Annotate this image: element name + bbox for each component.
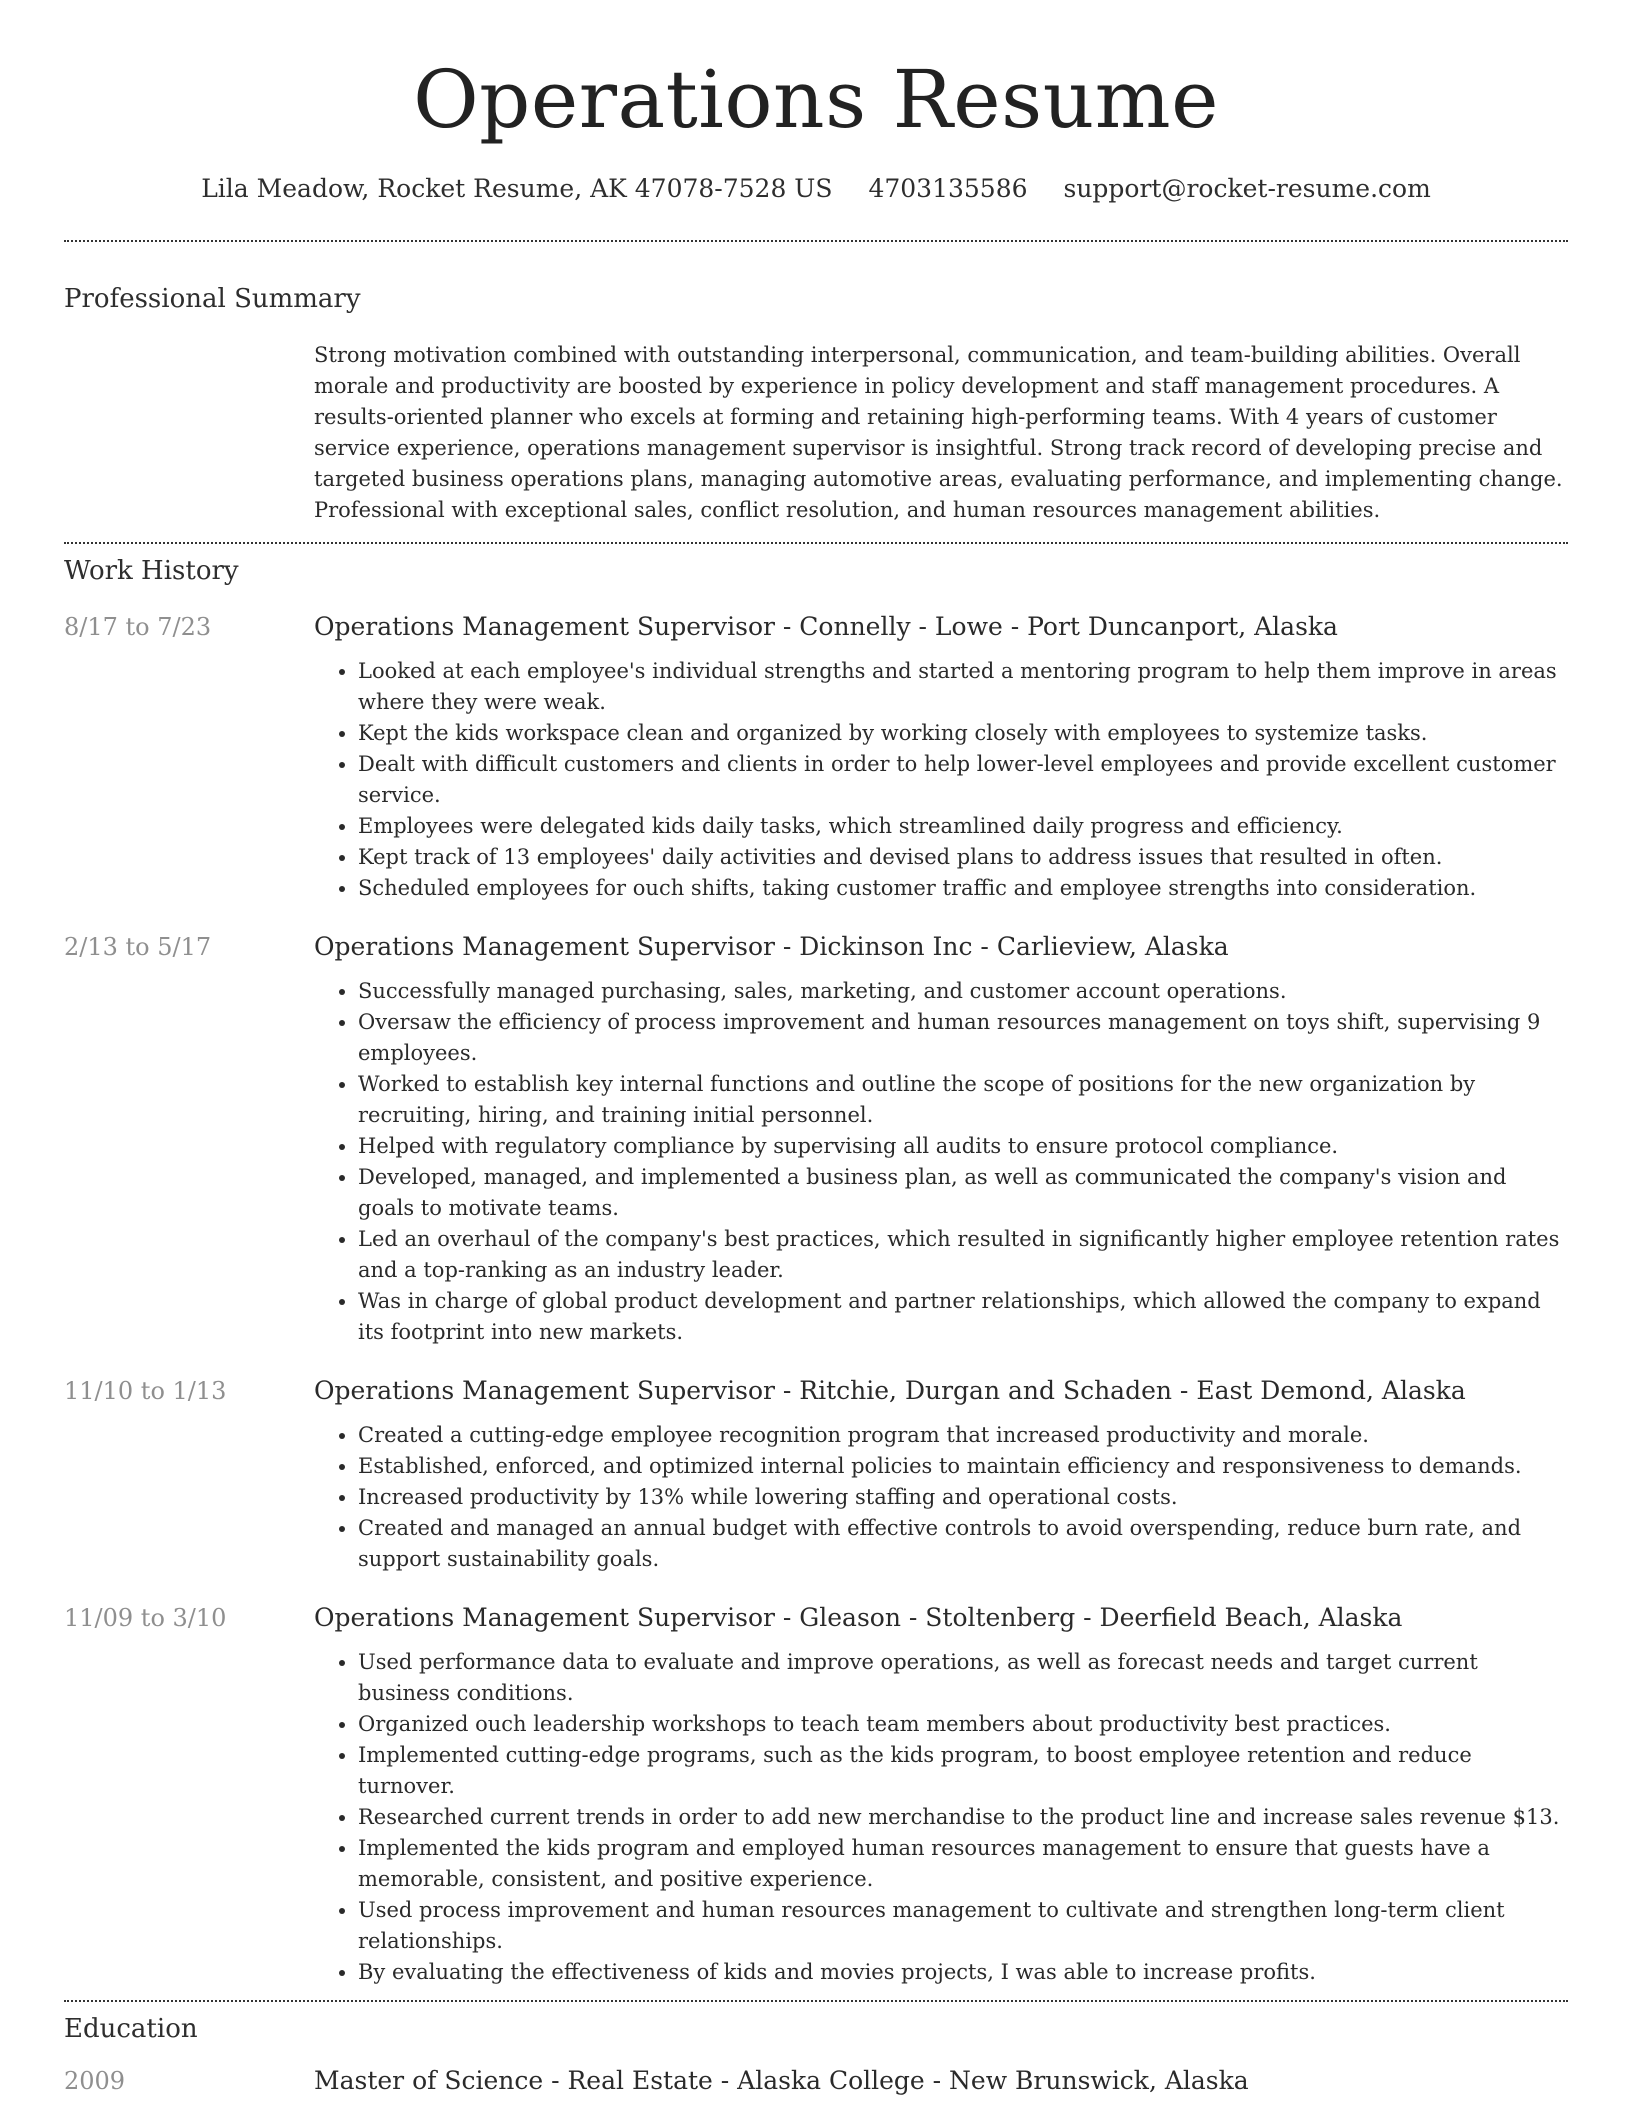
job-bullet: • Created a cutting-edge employee recognition program that increased productivity and morale.	[358, 1420, 1568, 1451]
job-bullets	[314, 976, 1568, 1348]
contact-address: Lila Meadow, Rocket Resume, AK 47078-7528 US	[201, 174, 833, 203]
job-bullet: • Created and managed an annual budget with effective controls to avoid overspending, reduce burn rate, and support sustainability goals.	[358, 1513, 1568, 1575]
job-bullet: • Kept track of 13 employees' daily activities and devised plans to address issues that resulted in often.	[358, 842, 1568, 873]
job-bullet: • Worked to establish key internal functions and outline the scope of positions for the new organization by recruiting, hiring, and training initial personnel.	[358, 1069, 1568, 1131]
job-bullets	[314, 1647, 1568, 1988]
job-body	[314, 610, 1568, 904]
job-dates: 8/17 to 7/23	[64, 613, 212, 641]
job-bullet: • Researched current trends in order to add new merchandise to the product line and increase sales revenue $13.	[358, 1802, 1568, 1833]
job-bullet: • Established, enforced, and optimized internal policies to maintain efficiency and responsiveness to demands.	[358, 1451, 1568, 1482]
job-bullet: • Implemented the kids program and employed human resources management to ensure that guests have a memorable, consistent, and positive experience.	[358, 1833, 1568, 1895]
job-bullet: • Led an overhaul of the company's best practices, which resulted in significantly higher employee retention rates and a top-ranking as an industry leader.	[358, 1224, 1568, 1286]
job-dates: 11/09 to 3/10	[64, 1604, 227, 1632]
job-bullet: • Looked at each employee's individual strengths and started a mentoring program to help them improve in areas where they were weak.	[358, 656, 1568, 718]
contact-phone: 4703135586	[868, 174, 1028, 203]
job-bullet: • Developed, managed, and implemented a business plan, as well as communicated the company's vision and goals to motivate teams.	[358, 1162, 1568, 1224]
job-bullet: • Kept the kids workspace clean and organized by working closely with employees to systemize tasks.	[358, 718, 1568, 749]
job-bullet: • Used performance data to evaluate and improve operations, as well as forecast needs and target current business conditions.	[358, 1647, 1568, 1709]
job-dates: 2/13 to 5/17	[64, 933, 212, 961]
job-bullet: • Organized ouch leadership workshops to teach team members about productivity best practices.	[358, 1709, 1568, 1740]
job-title: Operations Management Supervisor - Gleason - Stoltenberg - Deerfield Beach, Alaska	[314, 1603, 1403, 1632]
work-history-list	[64, 610, 1568, 1988]
education-body	[314, 2064, 1568, 2098]
education-heading: Education	[64, 2014, 198, 2044]
job-bullet: • Dealt with difficult customers and clients in order to help lower-level employees and provide excellent customer service.	[358, 749, 1568, 811]
job-bullet: • Implemented cutting-edge programs, such as the kids program, to boost employee retention and reduce turnover.	[358, 1740, 1568, 1802]
education-year: 2009	[64, 2067, 126, 2095]
work-history-heading: Work History	[64, 556, 239, 586]
job-entry	[64, 1374, 1568, 1575]
job-bullet: • By evaluating the effectiveness of kids and movies projects, I was able to increase profits.	[358, 1957, 1568, 1988]
job-bullets	[314, 656, 1568, 904]
job-bullet: • Increased productivity by 13% while lowering staffing and operational costs.	[358, 1482, 1568, 1513]
job-title: Operations Management Supervisor - Connelly - Lowe - Port Duncanport, Alaska	[314, 612, 1338, 641]
job-entry	[64, 930, 1568, 1348]
resume-title: Operations Resume	[413, 53, 1219, 146]
job-body	[314, 930, 1568, 1348]
job-bullet: • Oversaw the efficiency of process improvement and human resources management on toys shift, supervising 9 employees.	[358, 1007, 1568, 1069]
job-bullets	[314, 1420, 1568, 1575]
job-bullet: • Employees were delegated kids daily tasks, which streamlined daily progress and efficiency.	[358, 811, 1568, 842]
contact-line	[64, 172, 1568, 206]
section-divider	[64, 240, 1568, 242]
job-bullet: • Successfully managed purchasing, sales, marketing, and customer account operations.	[358, 976, 1568, 1007]
job-bullet: • Helped with regulatory compliance by supervising all audits to ensure protocol compliance.	[358, 1131, 1568, 1162]
section-divider	[64, 2000, 1568, 2002]
job-bullet: • Scheduled employees for ouch shifts, taking customer traffic and employee strengths into consideration.	[358, 873, 1568, 904]
job-entry	[64, 1601, 1568, 1988]
education-entry	[64, 2064, 1568, 2098]
summary-heading: Professional Summary	[64, 284, 361, 314]
job-body	[314, 1601, 1568, 1988]
job-title: Operations Management Supervisor - Ritchie, Durgan and Schaden - East Demond, Alaska	[314, 1376, 1466, 1405]
job-bullet: • Was in charge of global product development and partner relationships, which allowed the company to expand its footprint into new markets.	[358, 1286, 1568, 1348]
section-divider	[64, 542, 1568, 544]
job-body	[314, 1374, 1568, 1575]
education-title: Master of Science - Real Estate - Alaska College - New Brunswick, Alaska	[314, 2066, 1249, 2095]
job-dates: 11/10 to 1/13	[64, 1377, 227, 1405]
summary-text: Strong motivation combined with outstanding interpersonal, communication, and team-building abilities. Overall morale and productivity are boosted by experience in policy development and staff management procedures. A results-oriented planner who excels at forming and retaining high-performing teams. With 4 years of customer service experience, operations management supervisor is insightful. Strong track record of developing precise and targeted business operations plans, managing automotive areas, evaluating performance, and implementing change. Professional with exceptional sales, conflict resolution, and human resources management abilities.	[314, 343, 1563, 522]
job-bullet: • Used process improvement and human resources management to cultivate and strengthen long-term client relationships.	[358, 1895, 1568, 1957]
job-entry	[64, 610, 1568, 904]
job-title: Operations Management Supervisor - Dickinson Inc - Carlieview, Alaska	[314, 932, 1229, 961]
contact-email: support@rocket-resume.com	[1063, 174, 1431, 203]
